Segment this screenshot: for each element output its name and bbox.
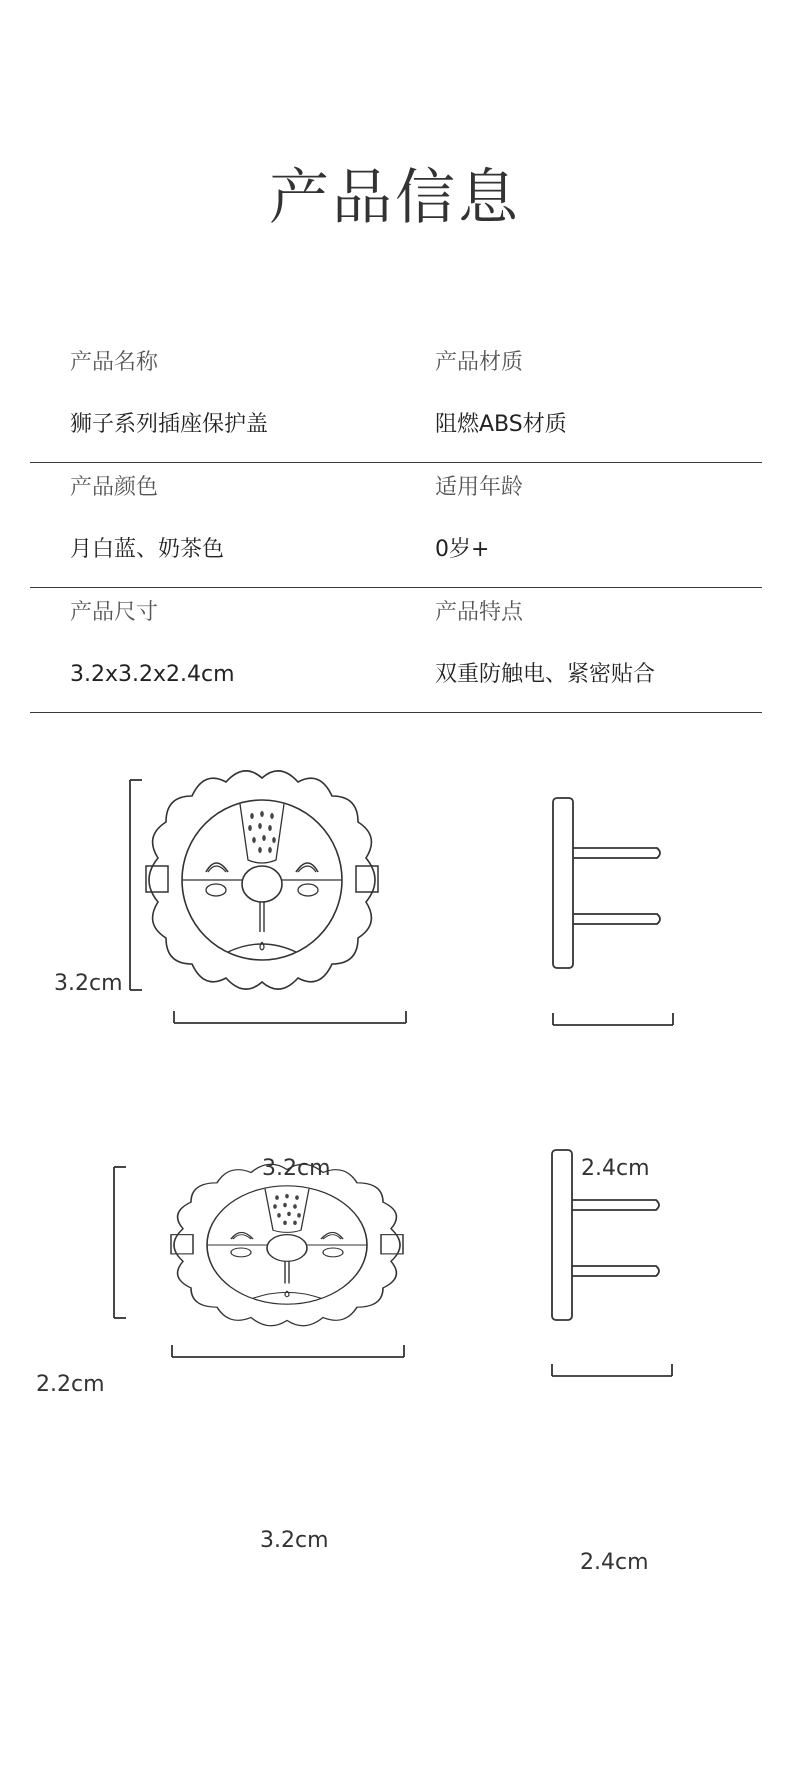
height-label-1: 3.2cm (54, 971, 123, 996)
spec-value-color: 月白蓝、奶茶色 (70, 537, 225, 562)
spec-label-age: 适用年龄 (435, 475, 524, 500)
page-title: 产品信息 (269, 163, 521, 233)
spec-label-color: 产品颜色 (70, 475, 159, 500)
spec-value-age: 0岁+ (435, 537, 490, 562)
spec-value-material: 阻燃ABS材质 (435, 412, 567, 437)
lion-front-view-2 (171, 1164, 403, 1325)
spec-value-size: 3.2x3.2x2.4cm (70, 662, 235, 687)
spec-value-name: 狮子系列插座保护盖 (70, 412, 269, 437)
width-label-2: 3.2cm (260, 1528, 329, 1553)
side-profile-1 (553, 798, 660, 968)
depth-label-2: 2.4cm (580, 1550, 649, 1575)
depth-label-1: 2.4cm (581, 1156, 650, 1181)
spec-label-features: 产品特点 (435, 600, 524, 625)
spec-label-name: 产品名称 (70, 350, 159, 375)
spec-label-material: 产品材质 (435, 350, 524, 375)
spec-value-features: 双重防触电、紧密贴合 (435, 662, 656, 687)
spec-label-size: 产品尺寸 (70, 600, 159, 625)
height-label-2: 2.2cm (36, 1372, 105, 1397)
lion-front-view-1 (146, 771, 378, 989)
width-label-1: 3.2cm (262, 1156, 331, 1181)
